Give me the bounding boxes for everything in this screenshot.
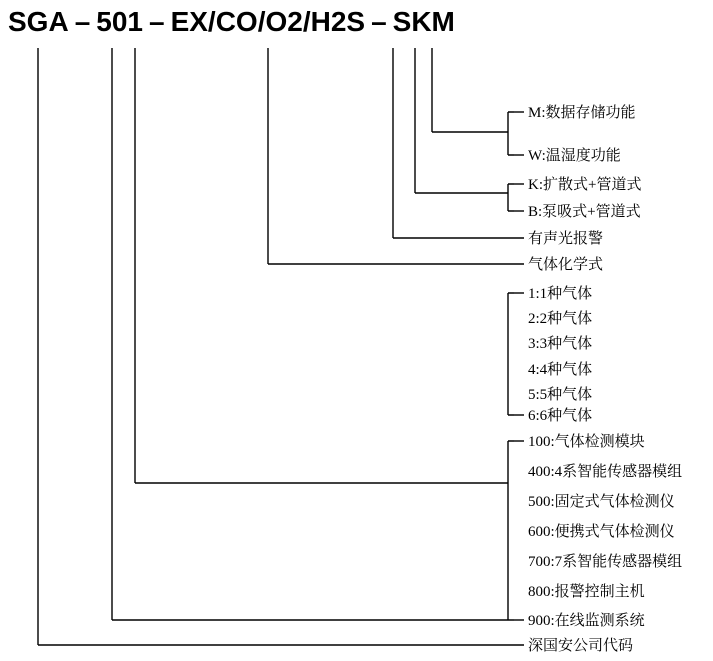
code-part-series: 501: [96, 6, 143, 37]
label-gascount-2: 2:2种气体: [528, 311, 593, 327]
code-separator-2: –: [148, 6, 165, 37]
label-storage-m: M:数据存储功能: [528, 105, 636, 121]
label-series-600: 600:便携式气体检测仪: [528, 524, 675, 540]
code-part-prefix: SGA: [8, 6, 69, 37]
label-series-800: 800:报警控制主机: [528, 584, 645, 600]
label-series-500: 500:固定式气体检测仪: [528, 494, 675, 510]
label-series-700: 700:7系智能传感器模组: [528, 554, 683, 570]
label-sampling-b: B:泵吸式+管道式: [528, 204, 641, 220]
code-part-suffix: SKM: [392, 6, 455, 37]
label-gascount-6: 6:6种气体: [528, 408, 593, 424]
label-series-100: 100:气体检测模块: [528, 434, 645, 450]
code-part-gases: EX/CO/O2/H2S: [170, 6, 366, 37]
bracket-gascount: [508, 293, 514, 415]
bracket-storage: [508, 112, 514, 155]
label-storage-w: W:温湿度功能: [528, 148, 621, 164]
label-gascount-1: 1:1种气体: [528, 286, 593, 302]
label-gascount-3: 3:3种气体: [528, 336, 593, 352]
label-series-900: 900:在线监测系统: [528, 613, 645, 629]
label-series-400: 400:4系智能传感器模组: [528, 464, 683, 480]
code-separator-3: –: [371, 6, 387, 37]
label-gas-chem: 气体化学式: [528, 257, 604, 273]
label-gascount-4: 4:4种气体: [528, 362, 593, 378]
label-gascount-5: 5:5种气体: [528, 387, 593, 403]
label-alarm: 有声光报警: [528, 231, 604, 247]
bracket-series: [508, 441, 514, 620]
bracket-sampling: [508, 184, 514, 211]
code-separator-1: –: [74, 6, 91, 37]
label-company-code: 深国安公司代码: [528, 638, 634, 654]
label-sampling-k: K:扩散式+管道式: [528, 177, 642, 193]
